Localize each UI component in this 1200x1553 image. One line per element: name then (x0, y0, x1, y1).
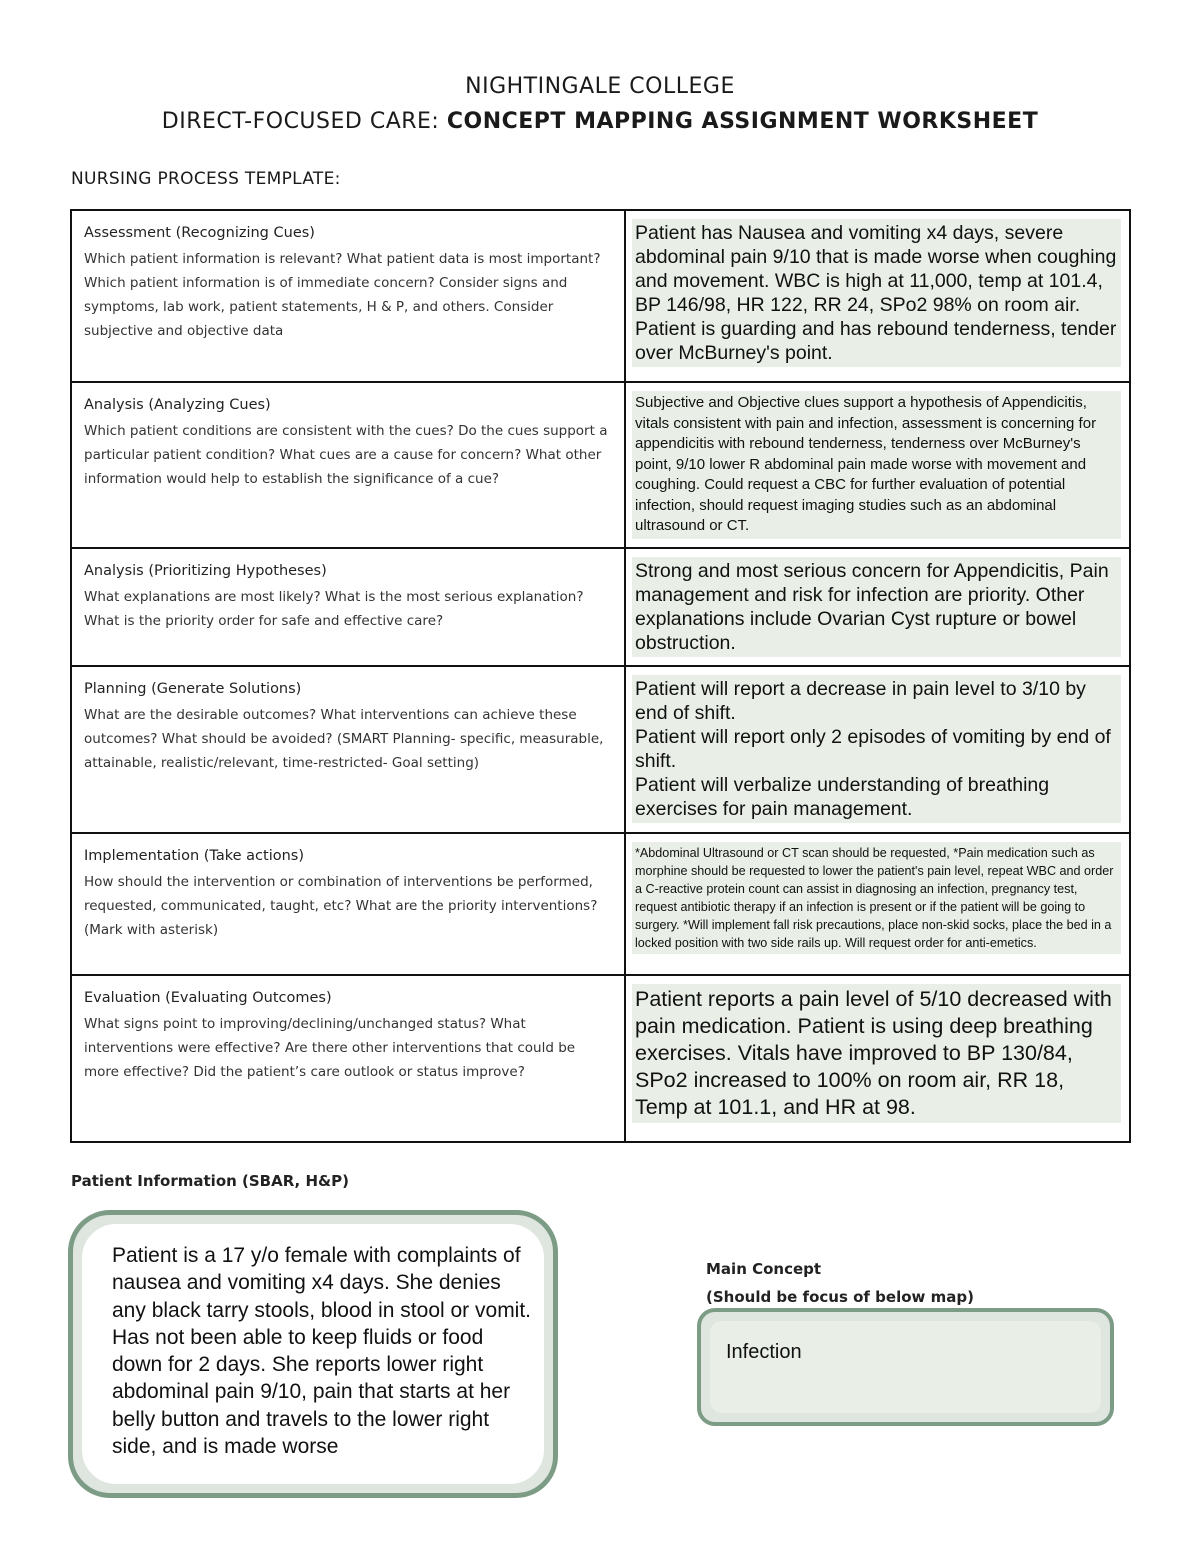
row-prompt: Which patient conditions are consistent with the cues? Do the cues support a particular patient condition? What cues are a cause for concern? What other information would help to establish the significance of a cue? (84, 423, 608, 487)
main-concept-label (706, 1255, 974, 1311)
table-row (71, 666, 1130, 833)
table-row (71, 833, 1130, 975)
answer-cell[interactable] (625, 382, 1130, 548)
answer-line: Patient will verbalize understanding of breathing exercises for pain management. (635, 774, 1050, 820)
row-heading: Evaluation (Evaluating Outcomes) (84, 990, 332, 1006)
answer-line: Patient will report only 2 episodes of vomiting by end of shift. (635, 726, 1111, 772)
nursing-process-table (70, 209, 1131, 1143)
answer-text: Subjective and Objective clues support a hypothesis of Appendicitis, vitals consistent with pain and infection, assessment is concerning for appendicitis with rebound tenderness, tenderness over McBurney's point, 9/10 lower R abdominal pain made worse with movement and coughing. Could request a CBC for further evaluation of potential infection, should request imaging studies such as an abdominal ultrasound or CT. (632, 391, 1121, 539)
row-prompt: What are the desirable outcomes? What interventions can achieve these outcomes? What should be avoided? (SMART Planning- specific, measurable, attainable, realistic/relevant, time-restricted- Goal setting) (84, 707, 604, 771)
main-concept-value: Infection (726, 1341, 802, 1363)
answer-text: *Abdominal Ultrasound or CT scan should be requested, *Pain medication such as morphine should be requested to lower the patient's pain level, repeat WBC and order a C-reactive protein count can assist in diagnosing an infection, pregnancy test, request antibiotic therapy if an infection is present or if the patient will be going to surgery. *Will implement fall risk precautions, place non-skid socks, place the bed in a locked position with two side rails up. Will request order for anti-emetics. (632, 842, 1121, 954)
answer-cell[interactable] (625, 666, 1130, 833)
question-cell (71, 548, 625, 666)
table-row (71, 382, 1130, 548)
question-cell (71, 666, 625, 833)
worksheet-title-bold: CONCEPT MAPPING ASSIGNMENT WORKSHEET (446, 109, 1039, 134)
patient-info-text: Patient is a 17 y/o female with complaints of nausea and vomiting x4 days. She denies any black tarry stools, blood in stool or vomit. Has not been able to keep fluids or food down for 2 days. She reports lower right abdominal pain 9/10, pain that starts at her belly button and travels to the lower right side, and is made worse (112, 1244, 532, 1459)
row-heading: Planning (Generate Solutions) (84, 681, 302, 697)
question-cell (71, 975, 625, 1142)
table-row (71, 210, 1130, 382)
answer-text (632, 675, 1121, 823)
answer-cell[interactable] (625, 548, 1130, 666)
table-row (71, 975, 1130, 1142)
patient-info-inner (82, 1224, 544, 1484)
answer-cell[interactable] (625, 975, 1130, 1142)
row-heading: Assessment (Recognizing Cues) (84, 225, 315, 241)
answer-text: Strong and most serious concern for Appendicitis, Pain management and risk for infection are priority. Other explanations include Ovarian Cyst rupture or bowel obstruction. (632, 557, 1121, 657)
answer-text: Patient has Nausea and vomiting x4 days, severe abdominal pain 9/10 that is made worse when coughing and movement. WBC is high at 11,000, temp at 101.4, BP 146/98, HR 122, RR 24, SPo2 98% on room air. Patient is guarding and has rebound tenderness, tender over McBurney's point. (632, 219, 1121, 367)
main-concept-inner (710, 1321, 1101, 1413)
main-concept-label-line2: (Should be focus of below map) (706, 1288, 974, 1306)
worksheet-title (0, 109, 1200, 134)
question-cell (71, 382, 625, 548)
row-heading: Implementation (Take actions) (84, 848, 304, 864)
row-heading: Analysis (Analyzing Cues) (84, 397, 271, 413)
patient-info-label: Patient Information (SBAR, H&P) (71, 1172, 349, 1190)
patient-info-box[interactable] (68, 1210, 558, 1498)
row-prompt: What explanations are most likely? What is the most serious explanation? What is the priority order for safe and effective care? (84, 589, 584, 629)
row-prompt: Which patient information is relevant? What patient data is most important? Which patient information is of immediate concern? Consider signs and symptoms, lab work, patient statements, H & P, and others. Consider subjective and objective data (84, 251, 601, 339)
main-concept-label-line1: Main Concept (706, 1260, 822, 1278)
section-label: NURSING PROCESS TEMPLATE: (71, 169, 341, 189)
question-cell (71, 210, 625, 382)
question-cell (71, 833, 625, 975)
worksheet-title-prefix: DIRECT-FOCUSED CARE: (161, 109, 447, 134)
answer-cell[interactable] (625, 833, 1130, 975)
answer-cell[interactable] (625, 210, 1130, 382)
college-title: NIGHTINGALE COLLEGE (465, 74, 735, 99)
answer-line: Patient will report a decrease in pain level to 3/10 by end of shift. (635, 678, 1086, 724)
table-row (71, 548, 1130, 666)
main-concept-box[interactable] (697, 1308, 1114, 1426)
row-heading: Analysis (Prioritizing Hypotheses) (84, 563, 327, 579)
row-prompt: How should the intervention or combination of interventions be performed, requested, communicated, taught, etc? What are the priority interventions? (Mark with asterisk) (84, 874, 598, 938)
row-prompt: What signs point to improving/declining/unchanged status? What interventions were effective? Are there other interventions that could be more effective? Did the patient’s care outlook or status improve? (84, 1016, 576, 1080)
answer-text: Patient reports a pain level of 5/10 decreased with pain medication. Patient is using deep breathing exercises. Vitals have improved to BP 130/84, SPo2 increased to 100% on room air, RR 18, Temp at 101.1, and HR at 98. (632, 984, 1121, 1123)
